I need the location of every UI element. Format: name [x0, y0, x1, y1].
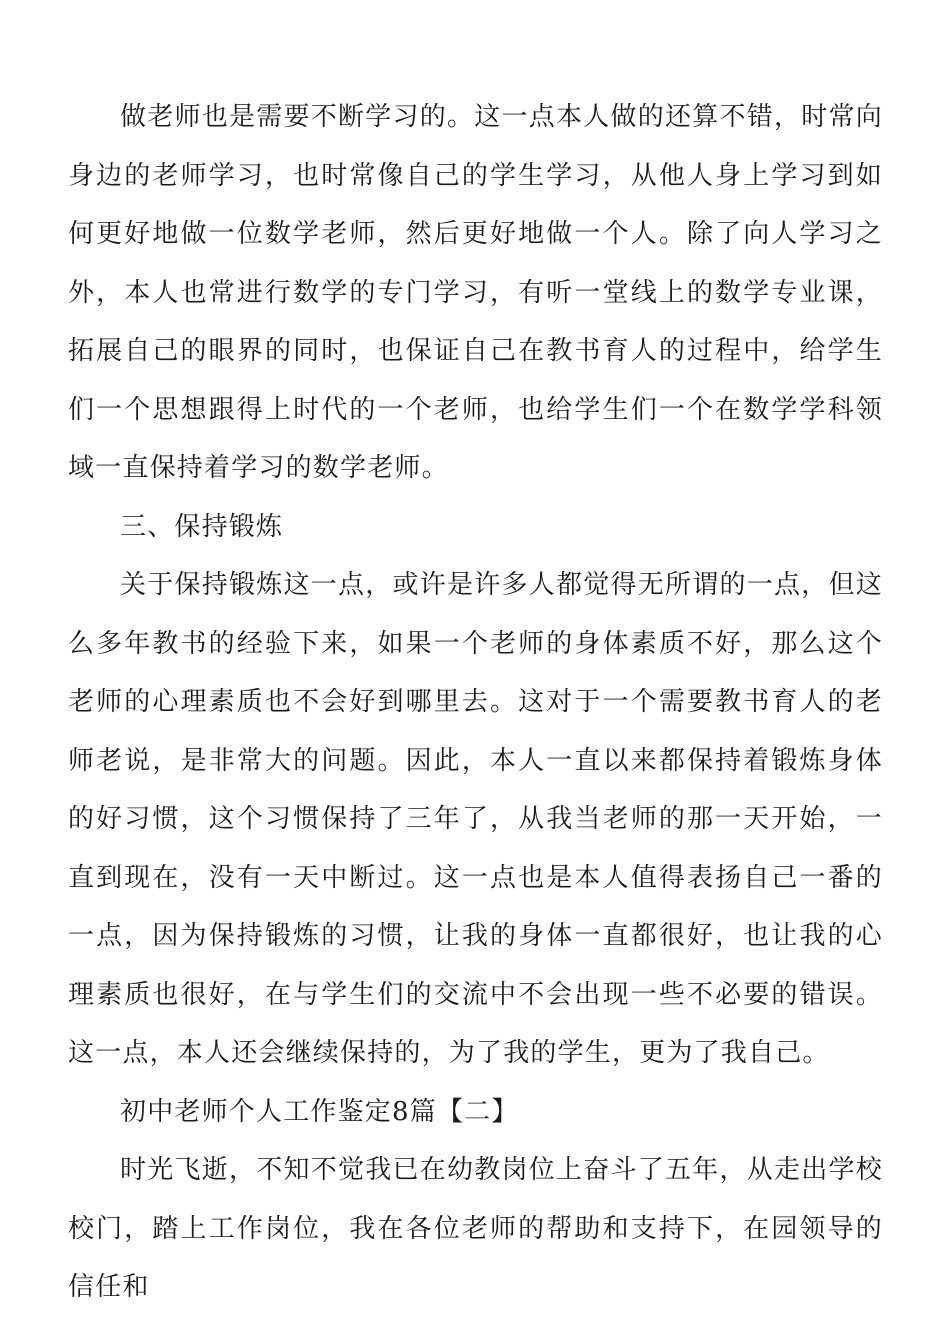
article-subtitle: 初中老师个人工作鉴定8篇【二】	[120, 1096, 519, 1127]
paragraph-continuous-learning: 做老师也是需要不断学习的。这一点本人做的还算不错，时常向身边的老师学习，也时常像自己的学生学习，从他人身上学习到如何更好地做一位数学老师，然后更好地做一个人。除了向人学习之外，本人也常进行数学的专门学习，有听一堂线上的数学专业课，拓展自己的眼界的同时，也保证自己在教书育人的过程中，给学生们一个思想跟得上时代的一个老师，也给学生们一个在数学学科领域一直保持着学习的数学老师。	[68, 102, 883, 483]
paragraph-time-flies: 时光飞逝，不知不觉我已在幼教岗位上奋斗了五年，从走出学校校门，踏上工作岗位，我在各位老师的帮助和支持下，在园领导的信任和	[68, 1155, 883, 1302]
document-body	[68, 88, 883, 1317]
section-heading-keep-exercising: 三、保持锻炼	[120, 511, 284, 542]
paragraph-keep-exercising: 关于保持锻炼这一点，或许是许多人都觉得无所谓的一点，但这么多年教书的经验下来，如果一个老师的身体素质不好，那么这个老师的心理素质也不会好到哪里去。这对于一个需要教书育人的老师老说，是非常大的问题。因此，本人一直以来都保持着锻炼身体的好习惯，这个习惯保持了三年了，从我当老师的那一天开始，一直到现在，没有一天中断过。这一点也是本人值得表扬自己一番的一点，因为保持锻炼的习惯，让我的身体一直都很好，也让我的心理素质也很好，在与学生们的交流中不会出现一些不必要的错误。这一点，本人还会继续保持的，为了我的学生，更为了我自己。	[68, 570, 883, 1068]
